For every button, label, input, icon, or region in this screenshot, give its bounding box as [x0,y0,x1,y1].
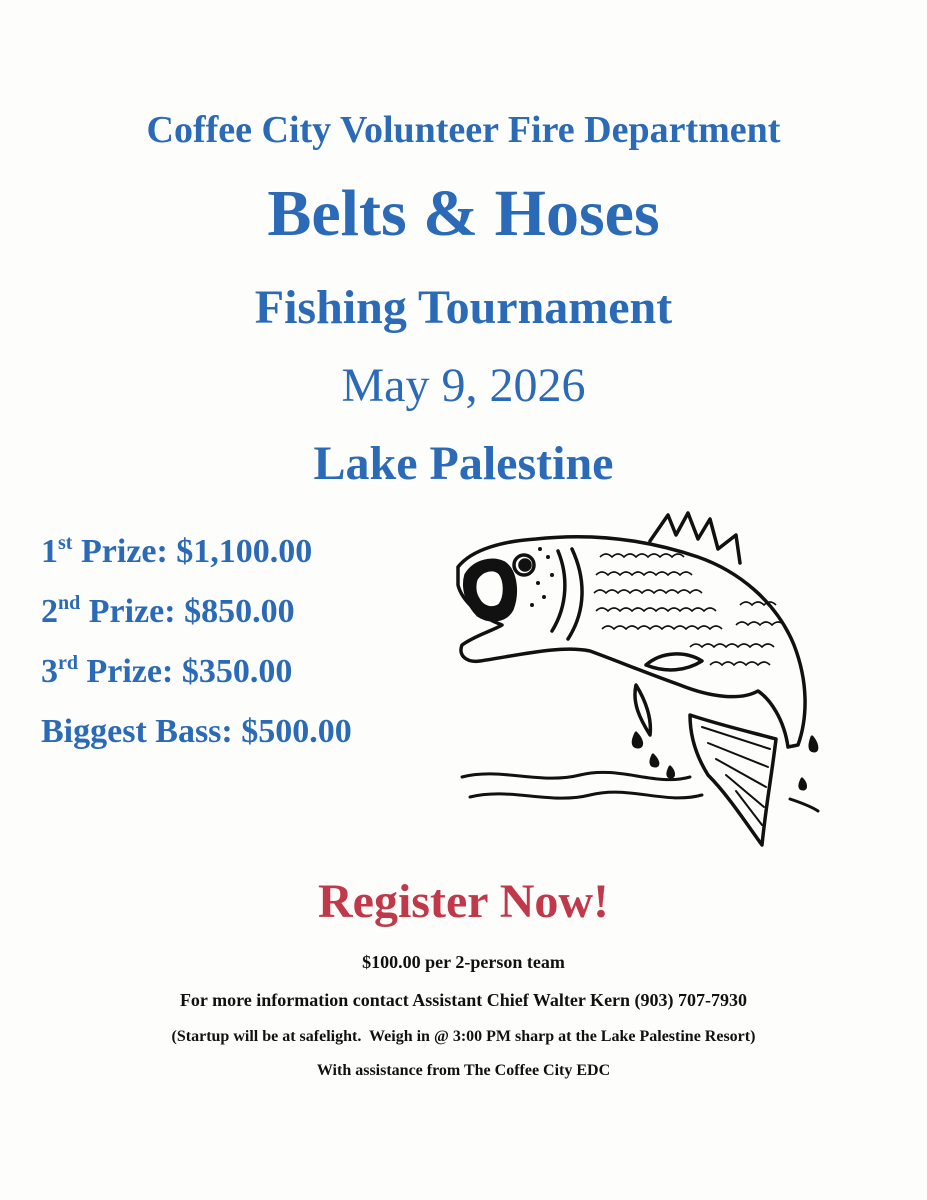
register-now-heading: Register Now! [317,875,610,928]
prize-biggest-bass [41,710,441,770]
team-fee: $100.00 per 2-person team [362,952,565,972]
prize-amount: $500.00 [241,713,352,750]
prize-rank-suffix: rd [58,652,78,674]
startup-note: (Startup will be at safelight. Weigh in @ 3:00 PM sharp at the Lake Palestine Resort) [171,1028,756,1045]
prize-label: Prize: [80,593,185,630]
event-date: May 9, 2026 [341,359,586,412]
prize-label: Prize: [72,533,177,570]
prize-rank-suffix: nd [58,592,81,614]
prize-label: Biggest Bass: [41,713,242,750]
event-location: Lake Palestine [313,437,614,490]
prize-amount: $1,100.00 [176,533,313,570]
event-subtitle: Fishing Tournament [254,281,673,334]
prize-rank: 2 [41,593,58,630]
prize-rank: 3 [41,653,58,690]
prize-rank: 1 [41,533,58,570]
prize-label: Prize: [78,653,182,690]
prize-list [41,530,441,770]
contact-info: For more information contact Assistant Chief Walter Kern (903) 707-7930 [179,990,748,1010]
assistance-note: With assistance from The Coffee City EDC [316,1062,611,1079]
leaping-bass-icon [440,505,830,865]
event-headline: Belts & Hoses [267,177,660,250]
prize-amount: $350.00 [181,653,293,690]
prize-third [41,650,441,710]
prize-rank-suffix: st [58,532,73,554]
prize-first [41,530,441,590]
prize-amount: $850.00 [184,593,295,630]
prize-second [41,590,441,650]
organization-name: Coffee City Volunteer Fire Department [146,109,781,151]
